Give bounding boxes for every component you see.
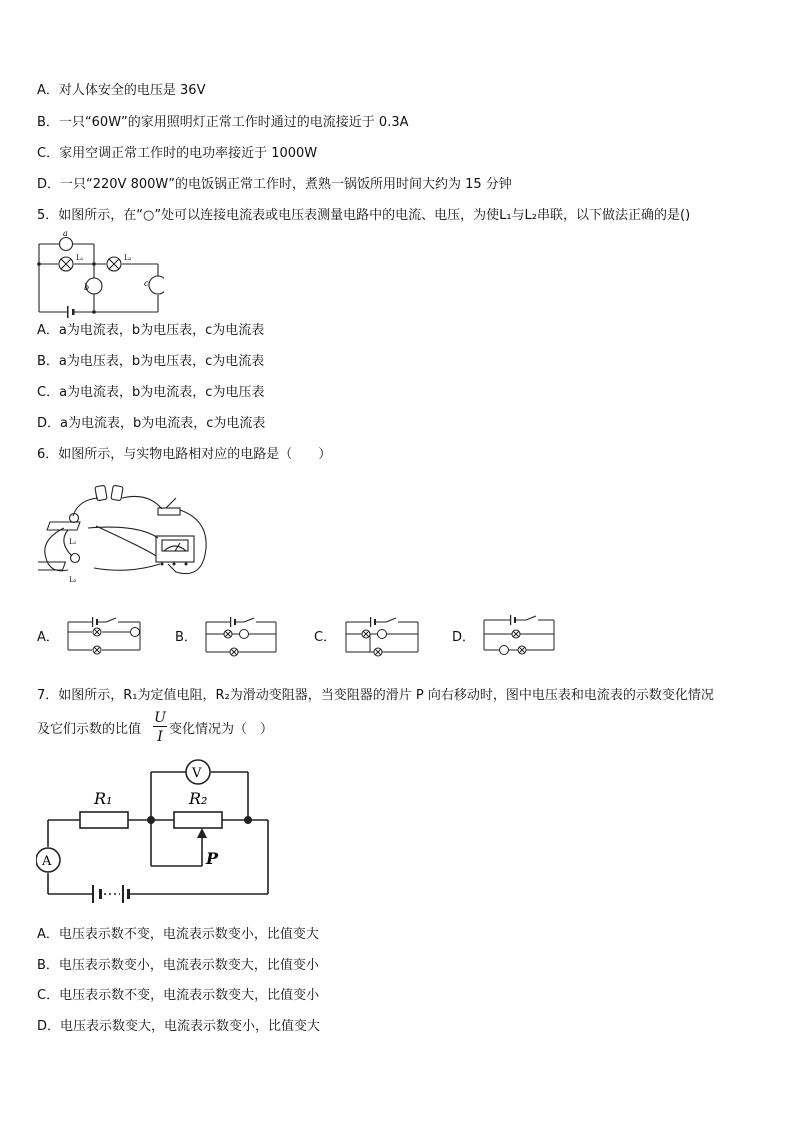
q4-option-c[interactable]: C．家用空调正常工作时的电功率接近于 1000W bbox=[37, 146, 318, 161]
q6-label-l2: L₂ bbox=[69, 576, 77, 584]
q6-option-b-label[interactable]: B． bbox=[175, 630, 197, 645]
q5-option-b[interactable]: B．a为电压表，b为电压表，c为电流表 bbox=[37, 354, 265, 369]
q5-circuit-figure bbox=[34, 228, 164, 318]
q7-stem-line2-before: 及它们示数的比值 bbox=[37, 722, 142, 737]
q7-stem-line2-after: 变化情况为（ ） bbox=[169, 722, 274, 737]
q6-option-d-diagram[interactable] bbox=[478, 612, 568, 662]
q7-option-c[interactable]: C．电压表示数不变，电流表示数变大，比值变小 bbox=[37, 988, 320, 1003]
q5-label-l2: L₂ bbox=[124, 254, 132, 262]
q7-option-b[interactable]: B．电压表示数变小，电流表示数变大，比值变小 bbox=[37, 958, 319, 973]
q5-label-a: a bbox=[63, 229, 68, 238]
q7-voltmeter-symbol: V bbox=[192, 766, 202, 781]
q5-option-d[interactable]: D．a为电流表，b为电流表，c为电流表 bbox=[37, 416, 266, 431]
q7-label-r1: R₁ bbox=[94, 789, 113, 808]
q6-option-b-diagram[interactable] bbox=[200, 614, 290, 662]
q7-fraction-denominator: I bbox=[157, 729, 163, 745]
q7-label-p: P bbox=[206, 849, 219, 868]
q7-fraction-numerator: U bbox=[154, 710, 166, 726]
q5-stem: 5．如图所示，在“○”处可以连接电流表或电压表测量电路中的电流、电压，为使L₁与L₂串联，以下做法正确的是() bbox=[37, 208, 691, 223]
q5-option-c[interactable]: C．a为电流表，b为电流表，c为电压表 bbox=[37, 385, 265, 400]
q4-option-a[interactable]: A．对人体安全的电压是 36V bbox=[37, 83, 206, 98]
q5-label-c: c bbox=[144, 279, 149, 288]
q5-label-b: b bbox=[84, 283, 90, 292]
q6-option-d-label[interactable]: D． bbox=[452, 630, 476, 645]
q6-stem: 6．如图所示，与实物电路相对应的电路是（ ） bbox=[37, 447, 332, 462]
q7-stem-line1: 7．如图所示，R₁为定值电阻，R₂为滑动变阻器，当变阻器的滑片 P 向右移动时，图中电压表和电流表的示数变化情况 bbox=[37, 688, 714, 703]
q7-option-d[interactable]: D．电压表示数变大，电流表示数变小，比值变大 bbox=[37, 1019, 321, 1034]
q7-circuit-figure bbox=[36, 754, 276, 904]
q5-option-a[interactable]: A．a为电流表，b为电压表，c为电流表 bbox=[37, 323, 265, 338]
q5-label-l1: L₁ bbox=[76, 254, 84, 262]
q6-label-l1: L₁ bbox=[69, 538, 77, 546]
q6-option-a-label[interactable]: A． bbox=[37, 630, 59, 645]
q6-option-c-diagram[interactable] bbox=[340, 614, 430, 662]
q4-option-d[interactable]: D．一只“220V 800W”的电饭锅正常工作时，煮熟一锅饭所用时间大约为 15 分钟 bbox=[37, 177, 512, 192]
q6-physical-circuit-figure bbox=[38, 478, 213, 586]
q6-option-a-diagram[interactable] bbox=[64, 614, 154, 662]
q6-option-c-label[interactable]: C． bbox=[314, 630, 337, 645]
q4-option-b[interactable]: B．一只“60W”的家用照明灯正常工作时通过的电流接近于 0.3A bbox=[37, 115, 409, 130]
q7-ammeter-symbol: A bbox=[42, 854, 52, 869]
q7-option-a[interactable]: A．电压表示数不变，电流表示数变小，比值变大 bbox=[37, 927, 319, 942]
q7-label-r2: R₂ bbox=[189, 789, 208, 808]
